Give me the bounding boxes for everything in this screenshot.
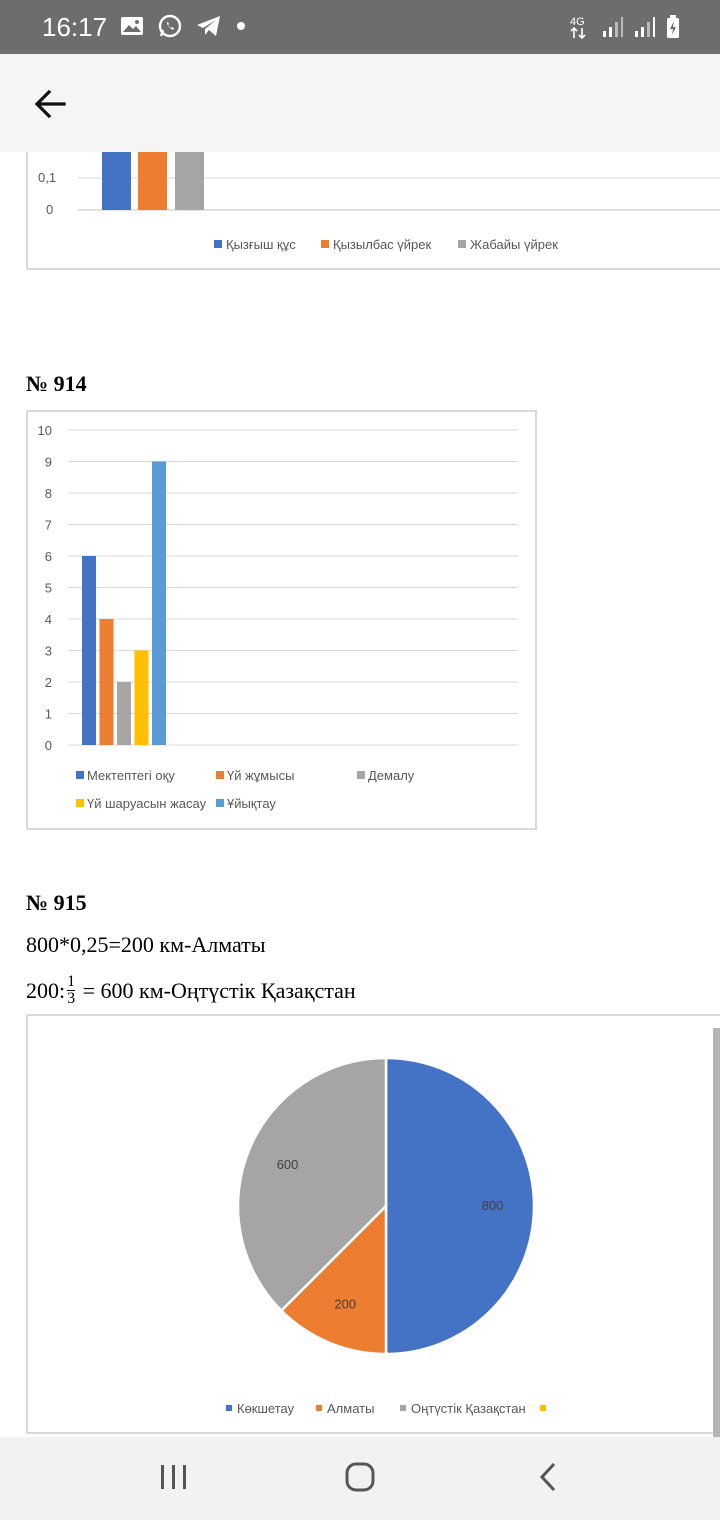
legend-swatch (458, 240, 466, 248)
solution-line-2 (26, 974, 356, 1007)
legend-label: Көкшетау (237, 1401, 295, 1416)
content-scroll[interactable] (0, 152, 720, 1437)
legend-swatch (540, 1405, 546, 1411)
tick-label: 0,1 (38, 170, 57, 185)
chart-915-frame (26, 1014, 720, 1434)
y-tick-label: 0 (44, 738, 52, 753)
chart-915 (28, 1016, 720, 1432)
whatsapp-icon (158, 14, 182, 38)
chart-913 (28, 152, 720, 270)
nav-bar (0, 1437, 720, 1520)
y-tick-label: 3 (44, 643, 52, 659)
legend-label: Үй шаруасын жасау (87, 796, 207, 811)
legend-swatch (400, 1405, 406, 1411)
legend-label: Оңтүстік Қазақстан (411, 1401, 526, 1416)
legend-label: Үй жұмысы (227, 768, 295, 783)
bar (100, 619, 114, 745)
y-tick-label: 6 (44, 549, 52, 564)
network-4g-icon (570, 14, 592, 40)
data-label: 600 (276, 1157, 299, 1173)
legend-swatch (316, 1405, 322, 1411)
battery-charging-icon (666, 15, 680, 39)
y-tick-label: 2 (44, 675, 52, 690)
fraction-numerator: 1 (67, 973, 76, 990)
app-bar (0, 54, 720, 152)
home-icon[interactable] (344, 1461, 376, 1493)
fraction-denominator: 3 (67, 990, 76, 1007)
bar (138, 152, 167, 210)
legend-label: Жабайы үйрек (470, 237, 558, 252)
network-label: 4G (570, 16, 585, 28)
legend-swatch (76, 771, 84, 779)
bar (82, 556, 96, 745)
legend-swatch (226, 1405, 232, 1411)
y-tick-label: 5 (44, 580, 52, 596)
chart-914-frame (26, 410, 537, 830)
legend-swatch (357, 771, 365, 779)
legend-swatch (76, 799, 84, 807)
bar (102, 152, 131, 210)
bar (135, 651, 149, 746)
y-tick-label: 8 (44, 486, 52, 501)
back-icon[interactable] (536, 1461, 560, 1493)
tick-label: 0 (46, 202, 54, 217)
scrollbar[interactable] (713, 1028, 720, 1437)
legend-label: Алматы (327, 1401, 375, 1416)
legend-swatch (216, 799, 224, 807)
y-tick-label: 4 (44, 612, 52, 627)
legend-label: Ұйықтау (227, 796, 276, 811)
signal-icon (634, 16, 656, 38)
dot-icon (236, 21, 246, 31)
recent-apps-icon[interactable] (158, 1463, 190, 1491)
bar (117, 682, 131, 745)
y-tick-label: 7 (44, 517, 52, 533)
data-label: 200 (334, 1296, 357, 1312)
y-tick-label: 9 (44, 454, 52, 470)
chart-914 (28, 412, 535, 828)
solution-line-2-prefix: 200: (26, 977, 66, 1003)
pie-slice (386, 1058, 534, 1354)
bar (152, 462, 166, 746)
signal-icon (602, 16, 624, 38)
bar (175, 152, 204, 210)
chart-913-frame (26, 152, 720, 270)
telegram-icon (196, 15, 222, 37)
heading-915: № 915 (26, 890, 87, 915)
fraction (67, 974, 75, 1007)
y-tick-label: 1 (44, 706, 52, 722)
heading-914: № 914 (26, 371, 87, 396)
legend-label: Қызғыш құс (226, 237, 296, 252)
legend-label: Демалу (368, 768, 415, 783)
solution-line-1: 800*0,25=200 км-Алматы (26, 932, 266, 957)
data-label: 800 (481, 1198, 504, 1213)
legend-swatch (216, 771, 224, 779)
legend-swatch (321, 240, 329, 248)
y-tick-label: 10 (37, 423, 52, 438)
legend-label: Қызылбас үйрек (333, 237, 432, 252)
image-icon (120, 15, 144, 37)
status-bar (0, 0, 720, 54)
legend-swatch (214, 240, 222, 248)
legend-label: Мектептегі оқу (87, 768, 175, 783)
arrow-left-icon[interactable] (30, 84, 70, 124)
solution-line-2-suffix: = 600 км-Оңтүстік Қазақстан (77, 977, 356, 1003)
status-time: 16:17 (42, 12, 108, 42)
